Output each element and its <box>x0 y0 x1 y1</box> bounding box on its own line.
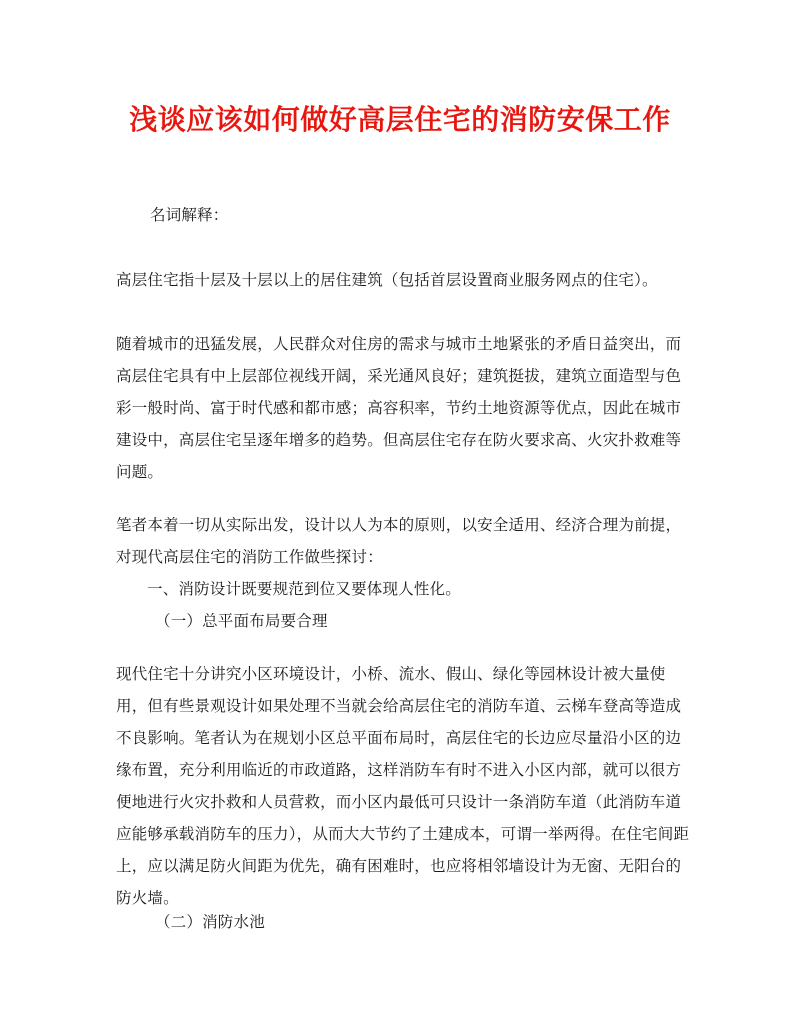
background-paragraph: 随着城市的迅猛发展，人民群众对住房的需求与城市土地紧张的矛盾日益突出，而高层住宅具有中上层部位视线开阔，采光通风良好；建筑挺拔，建筑立面造型与色彩一般时尚、富于时代感和都市感；高容积率，节约土地资源等优点，因此在城市建设中，高层住宅呈逐年增多的趋势。但高层住宅存在防火要求高、火灾扑救难等问题。 <box>116 335 682 481</box>
term-label <box>150 199 728 231</box>
author-intro-paragraph: 笔者本着一切从实际出发，设计以人为本的原则，以安全适用、经济合理为前提，对现代高层住宅的消防工作做些探讨： <box>116 516 682 566</box>
definition-paragraph: 高层住宅指十层及十层以上的居住建筑（包括首层设置商业服务网点的住宅）。 <box>116 271 658 289</box>
subsection-heading-layout-text: （一）总平面布局要合理 <box>155 612 328 630</box>
subsection-heading-layout <box>155 605 733 637</box>
section-heading-one <box>147 573 725 605</box>
term-label-text: 名词解释： <box>150 206 229 224</box>
subsection-heading-water-pool <box>155 906 733 938</box>
document-title: 浅谈应该如何做好高层住宅的消防安保工作 <box>129 103 671 136</box>
subsection-heading-water-pool-text: （二）消防水池 <box>155 913 265 931</box>
section-heading-one-text: 一、消防设计既要规范到位又要体现人性化。 <box>147 580 462 598</box>
layout-paragraph: 现代住宅十分讲究小区环境设计，小桥、流水、假山、绿化等园林设计被大量使用，但有些景观设计如果处理不当就会给高层住宅的消防车道、云梯车登高等造成不良影响。笔者认为在规划小区总平面布局时，高层住宅的长边应尽量沿小区的边缘布置，充分利用临近的市政道路，这样消防车有时不进入小区内部，就可以很方便地进行火灾扑救和人员营救，而小区内最低可只设计一条消防车道（此消防车道应能够承载消防车的压力），从而大大节约了土建成本，可谓一举两得。在住宅间距上，应以满足防火间距为优先，确有困难时，也应将相邻墙设计为无窗、无阳台的防火墙。 <box>116 665 690 907</box>
